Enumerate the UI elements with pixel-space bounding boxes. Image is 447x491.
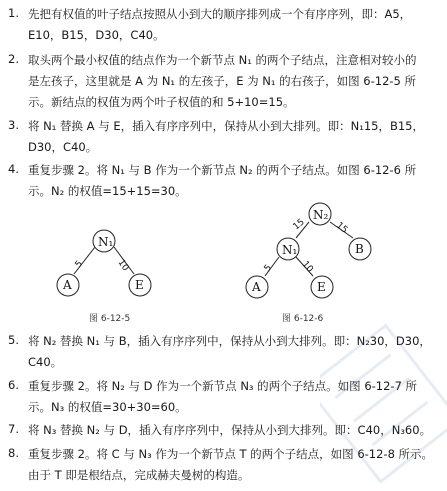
edge-weight: 15 (291, 217, 307, 233)
node-e (311, 276, 333, 298)
node-label: N₁ (98, 235, 114, 249)
node-a (57, 274, 79, 296)
step-line: 将 N₁ 替换 A 与 E，插入有序序列中，保持从小到大排列。即：N₁15，B15， (28, 119, 424, 133)
step-line: E10，B15，D30，C40。 (28, 28, 165, 42)
edge-weight: 5 (73, 259, 85, 270)
edge-weight: 10 (115, 257, 131, 274)
step-line: 示。N₂ 的权值=15+15=30。 (28, 184, 187, 198)
node-label: A (63, 278, 72, 292)
node-label: E (135, 278, 144, 292)
step-number: 1. (8, 6, 19, 20)
figure-caption: 图 6-12-6 (282, 314, 324, 324)
step-line: 示。N₃ 的权值=30+30=60。 (28, 400, 187, 414)
step-line: 先把有权值的叶子结点按照从小到大的顺序排列成一个有序序列，即：A5， (28, 7, 412, 21)
node-a (246, 276, 268, 298)
node-label: B (355, 242, 364, 256)
node-n1 (93, 230, 115, 252)
step-line: 将 N₂ 替换 N₁ 与 B，插入有序序列中，保持从小到大排列。即：N₂30，D30， (28, 334, 431, 348)
node-n1 (277, 238, 299, 260)
figure-caption: 图 6-12-5 (89, 314, 131, 324)
node-label: N₂ (313, 208, 329, 222)
step-number: 7. (8, 422, 19, 436)
step-number: 3. (8, 118, 19, 132)
node-label: A (252, 280, 261, 294)
step-number: 5. (8, 333, 19, 347)
step-number: 6. (8, 378, 19, 392)
step-line: 重复步骤 2。将 N₁ 与 B 作为一个新节点 N₂ 的两个子结点。如图 6-12-6 所 (28, 163, 417, 177)
node-b (349, 238, 371, 260)
edge-weight: 15 (334, 220, 350, 236)
step-line: 取头两个最小权值的结点作为一个新节点 N₁ 的两个子结点，注意相对较小的 (28, 53, 417, 67)
step-number: 8. (8, 446, 19, 460)
step-line: 重复步骤 2。将 N₂ 与 D 作为一个新节点 N₃ 的两个子结点。如图 6-12-7 所 (28, 379, 418, 393)
edge-weight: 5 (262, 263, 274, 274)
step-line: 重复步骤 2。将 C 与 N₃ 作为一个新节点 T 的两个子结点，如图 6-12-8 所示。 (28, 447, 434, 461)
step-line: D30，C40。 (28, 140, 98, 154)
step-line: 示。新结点的权值为两个叶子权值的和 5+10=15。 (28, 95, 295, 109)
step-line: C40。 (28, 355, 63, 369)
node-label: E (317, 280, 326, 294)
step-line: 是左孩子，这里就是 A 为 N₁ 的左孩子，E 为 N₁ 的右孩子，如图 6-12-5 所 (28, 74, 417, 88)
step-number: 2. (8, 52, 19, 66)
edge-weight: 10 (299, 259, 315, 275)
step-line: 由于 T 即是根结点，完成赫夫曼树的构造。 (28, 468, 250, 482)
step-number: 4. (8, 162, 19, 176)
node-e (129, 274, 151, 296)
step-line: 将 N₃ 替换 N₂ 与 D，插入有序序列中，保持从小到大排列。即：C40，N₃60。 (28, 423, 432, 437)
node-label: N₁ (282, 243, 298, 257)
node-n2 (309, 203, 331, 225)
watermark-stamp (320, 320, 447, 491)
